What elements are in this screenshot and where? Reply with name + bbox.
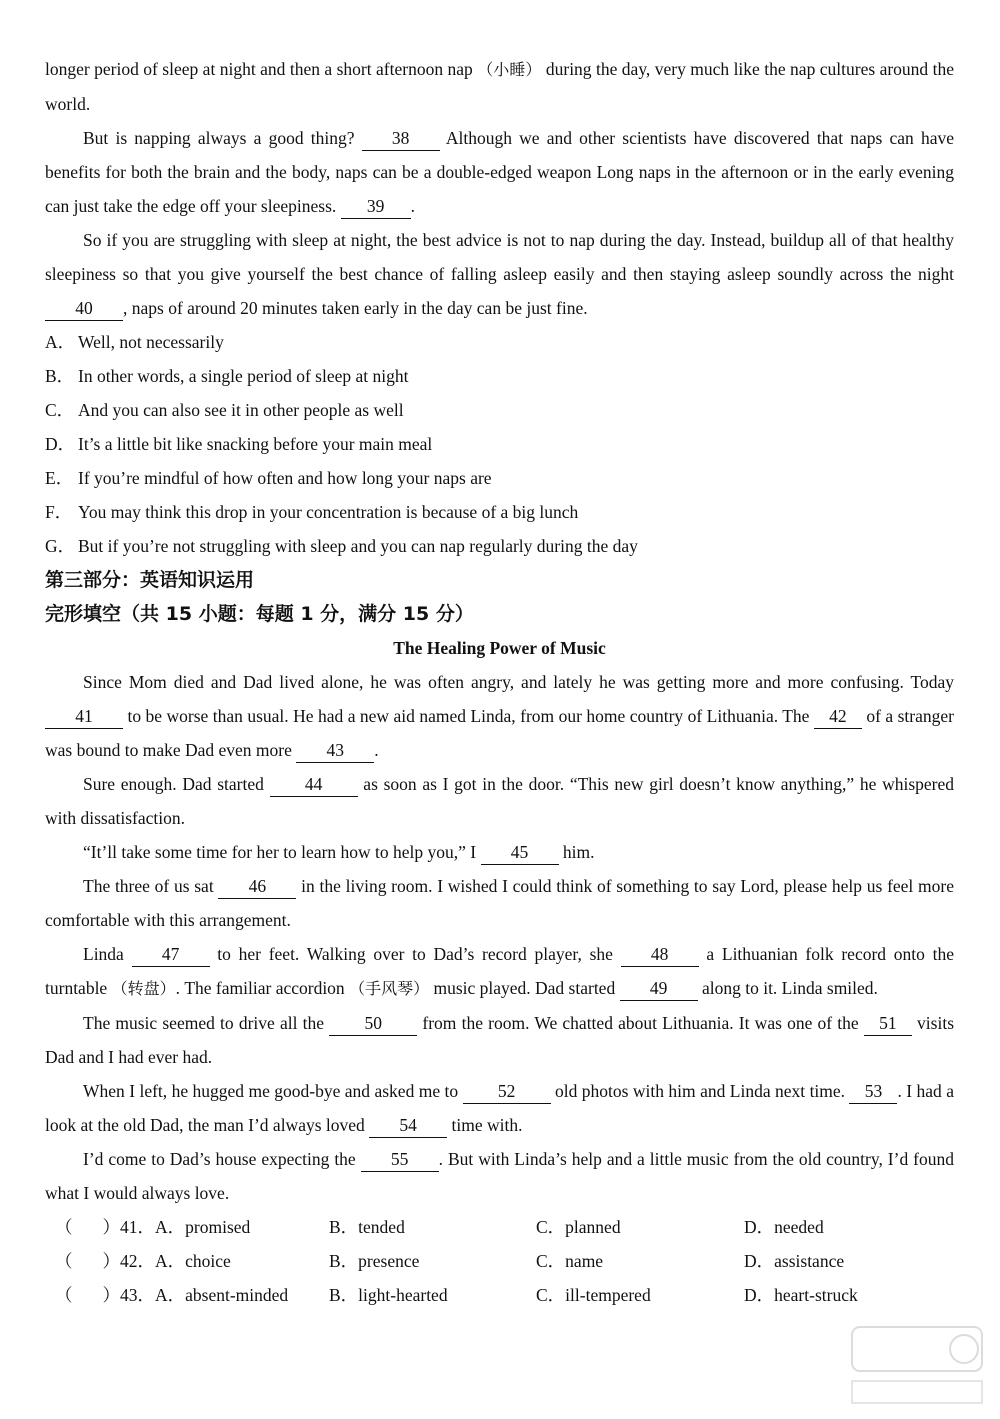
choice-b[interactable]: B．light-hearted [329,1285,448,1305]
passage1-paragraph-1 [45,52,954,121]
text-run: music played. Dad started [429,978,620,998]
blank-49[interactable]: 49 [620,976,698,1001]
text-run: 完形填空（共 [45,603,166,625]
option-letter: B． [45,366,75,386]
blank-48[interactable]: 48 [621,942,699,967]
blank-55[interactable]: 55 [361,1147,439,1172]
choice-c[interactable]: C．ill-tempered [536,1285,651,1305]
passage1-paragraph-2 [45,121,954,223]
blank-41[interactable]: 41 [45,704,123,729]
text-run: . [374,740,379,760]
choice-d[interactable]: D．needed [744,1217,824,1237]
option-letter: A． [45,332,76,352]
text-run: Although we and other scientists have discovered that naps can have benefits for both the brain and the body, naps can be a double-edged weapon Long naps in the afternoon or in the early evening can just take the edge off your sleepiness. [45,128,954,216]
text-run: The music seemed to drive all the [83,1013,330,1033]
blank-44[interactable]: 44 [270,772,358,797]
question-41 [45,1210,954,1244]
text-run: So if you are struggling with sleep at night, the best advice is not to nap during the day. Instead, buildup all of that healthy sleepiness so that you give yourself the best chance of falling asleep easily and then staying asleep soundly across the night [45,230,954,284]
option-text: But if you’re not struggling with sleep and you can nap regularly during the day [78,536,638,556]
question-number: 42． [120,1251,155,1271]
bracket-open: （ [55,1251,73,1271]
blank-51[interactable]: 51 [864,1011,912,1036]
option-g [45,529,954,563]
blank-39[interactable]: 39 [341,194,411,219]
text-run: “It’ll take some time for her to learn how to help you,” I [83,842,481,862]
text-run: visits Dad and I had ever had. [45,1013,954,1067]
text-run: longer period of sleep at night and then a short afternoon nap [45,59,478,79]
watermark-logo [842,1321,992,1411]
text-run: 分） [429,603,474,625]
text-run: But is napping always a good thing? [83,128,362,148]
text-run: to be worse than usual. He had a new aid named Linda, from our home country of Lithuania. The [123,706,814,726]
text-run: during the day, very much like the nap cultures around the world. [45,59,954,114]
answer-bracket[interactable] [45,1278,155,1312]
answer-bracket[interactable] [45,1244,155,1278]
passage2-paragraph-7 [45,1074,954,1142]
blank-47[interactable]: 47 [132,942,210,967]
passage1-options [45,325,954,563]
choice-d[interactable]: D．assistance [744,1251,845,1271]
text-run: 小题：每题 [192,603,301,625]
option-f [45,495,954,529]
choice-a[interactable]: A．absent-minded [155,1285,289,1305]
passage2-paragraph-3 [45,835,954,869]
question-list [45,1210,954,1312]
choice-d[interactable]: D．heart-struck [744,1285,858,1305]
blank-42[interactable]: 42 [814,704,862,729]
text-run: Sure enough. Dad started [83,774,270,794]
blank-53[interactable]: 53 [849,1079,897,1104]
chinese-gloss: （手风琴） [349,979,430,998]
option-e [45,461,954,495]
text-run: Linda [83,944,132,964]
option-text: Well, not necessarily [78,332,224,352]
choice-a[interactable]: A．choice [155,1251,231,1271]
text-run: . But with Linda’s help and a little music from the old country, I’d found what I would always love. [45,1149,954,1203]
text-run: . The familiar accordion [175,978,350,998]
option-text: In other words, a single period of sleep at night [78,366,409,386]
passage-title: The Healing Power of Music [393,638,606,658]
option-letter: C． [45,400,75,420]
text-run: 15 [165,603,193,625]
choice-c[interactable]: C．planned [536,1217,621,1237]
choice-b[interactable]: B．tended [329,1217,405,1237]
text-run: along to it. Linda smiled. [697,978,878,998]
option-letter: D． [45,434,76,454]
passage2-paragraph-1 [45,665,954,767]
choice-c[interactable]: C．name [536,1251,604,1271]
option-c [45,393,954,427]
option-a [45,325,954,359]
text-run: time with. [447,1115,523,1135]
option-letter: E． [45,468,74,488]
option-letter: G． [45,536,76,556]
choice-b[interactable]: B．presence [329,1251,420,1271]
passage2-paragraph-6 [45,1006,954,1074]
blank-50[interactable]: 50 [329,1011,417,1036]
chinese-gloss: （小睡） [477,60,542,79]
option-text: And you can also see it in other people as well [78,400,404,420]
blank-54[interactable]: 54 [369,1113,447,1138]
text-run: When I left, he hugged me good-bye and asked me to [83,1081,463,1101]
text-run: as soon as I got in the door. “This new girl doesn’t know anything,” he whispered with dissatisfaction. [45,774,954,828]
bracket-close: ） [102,1251,120,1271]
text-run: I’d come to Dad’s house expecting the [83,1149,361,1169]
text-run: 分，满分 [313,603,403,625]
chinese-gloss: （转盘） [111,979,176,998]
text-run: of a stranger was bound to make Dad even more [45,706,954,760]
text-run: 15 [402,603,430,625]
text-run: 1 [300,603,314,625]
option-letter: F． [45,502,73,522]
text-run: from the room. We chatted about Lithuania. It was one of the [417,1013,864,1033]
section-heading: 第三部分：英语知识运用 [45,569,255,591]
option-text: It’s a little bit like snacking before your main meal [78,434,433,454]
text-run: to her feet. Walking over to Dad’s record player, she [209,944,621,964]
choice-a[interactable]: A．promised [155,1217,251,1237]
bracket-close: ） [102,1217,120,1237]
bracket-close: ） [102,1285,120,1305]
passage2-paragraph-8 [45,1142,954,1210]
text-run: , naps of around 20 minutes taken early in the day can be just fine. [123,298,588,318]
bracket-open: （ [55,1285,73,1305]
answer-bracket[interactable] [45,1210,155,1244]
passage2-paragraph-2 [45,767,954,835]
blank-46[interactable]: 46 [218,874,296,899]
blank-43[interactable]: 43 [296,738,374,763]
option-text: You may think this drop in your concentration is because of a big lunch [78,502,579,522]
section-subheading [45,597,954,631]
question-43 [45,1278,954,1312]
question-42 [45,1244,954,1278]
passage2-paragraph-5 [45,937,954,1006]
option-d [45,427,954,461]
option-text: If you’re mindful of how often and how long your naps are [78,468,492,488]
text-run: . I had a look at the old Dad, the man I’d always loved [45,1081,954,1135]
text-run: The three of us sat [83,876,219,896]
passage1-paragraph-3 [45,223,954,325]
text-run: a Lithuanian folk record onto the turntable [45,944,954,998]
text-run: in the living room. I wished I could think of something to say Lord, please help us feel more comfortable with this arrangement. [45,876,954,930]
blank-52[interactable]: 52 [463,1079,551,1104]
passage2-paragraph-4 [45,869,954,937]
question-number: 43． [120,1285,155,1305]
text-run: Since Mom died and Dad lived alone, he was often angry, and lately he was getting more and more confusing. Today [83,672,954,692]
blank-38[interactable]: 38 [362,126,440,151]
question-number: 41． [120,1217,155,1237]
blank-40[interactable]: 40 [45,296,123,321]
text-run: old photos with him and Linda next time. [550,1081,850,1101]
text-run: him. [558,842,595,862]
bracket-open: （ [55,1217,73,1237]
text-run: . [410,196,416,216]
option-b [45,359,954,393]
blank-45[interactable]: 45 [481,840,559,865]
